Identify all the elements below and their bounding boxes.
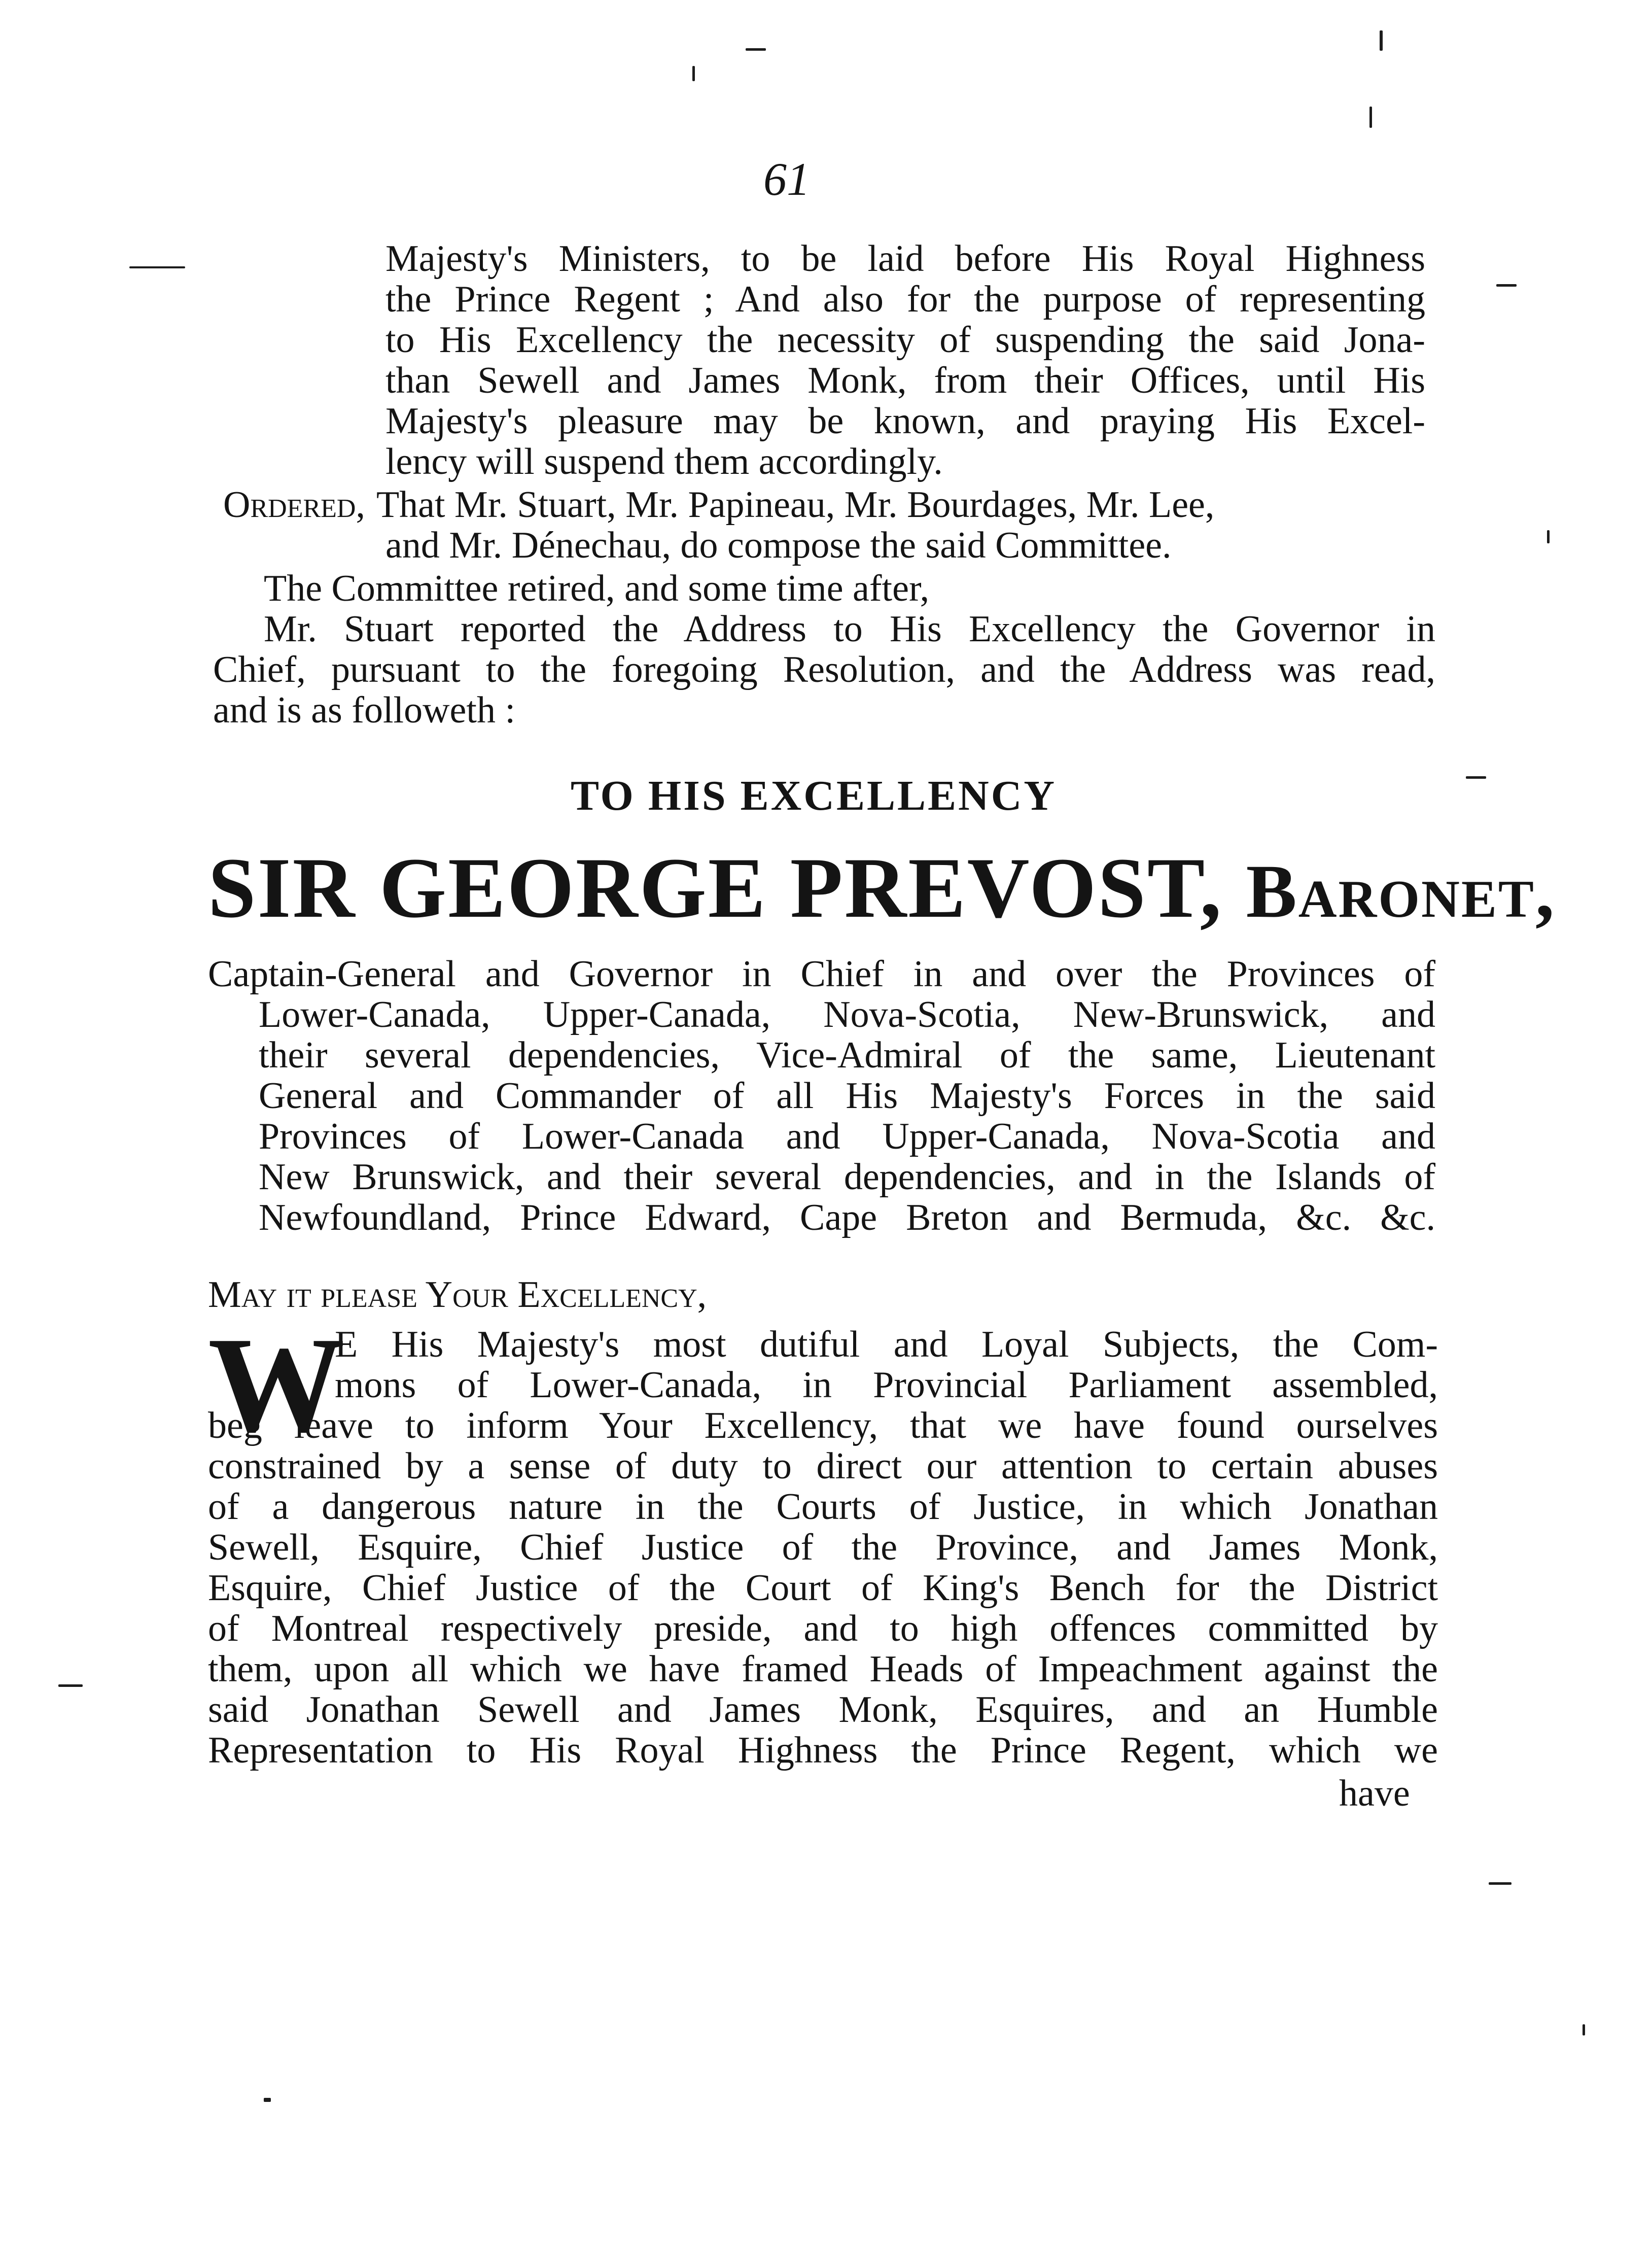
text-line: Provinces of Lower-Canada and Upper-Canada, Nova-Scotia and [259,1116,1435,1157]
text-line: New Brunswick, and their several dependencies, and in the Islands of [259,1156,1435,1198]
scan-speck [746,48,766,51]
text-line: Sewell, Esquire, Chief Justice of the Province, and James Monk, [208,1527,1438,1568]
ordered-label: Ordered, [223,484,365,526]
text-line: Majesty's pleasure may be known, and praying His Excel- [385,400,1425,442]
scan-speck [1496,284,1517,287]
ordered-text: That Mr. Stuart, Mr. Papineau, Mr. Bourdages, Mr. Lee, [376,484,1215,526]
text-line: said Jonathan Sewell and James Monk, Esquires, and an Humble [208,1689,1438,1731]
address-recipient [208,840,1556,940]
scan-speck [692,66,695,81]
text-line: Esquire, Chief Justice of the Court of King's Bench for the District [208,1567,1438,1609]
text-line: and is as followeth : [213,689,516,731]
scan-speck [1547,530,1550,543]
text-line: the Prince Regent ; And also for the purpose of representing [385,279,1425,320]
text-line: lency will suspend them accordingly. [385,441,943,482]
text-line: Captain-General and Governor in Chief in and over the Provinces of [208,953,1435,995]
scan-speck [1369,107,1372,128]
ordered-line [223,485,1440,525]
salutation: May it please Your Excellency, [208,1274,707,1316]
page-number: 61 [763,153,810,205]
scan-speck [1489,1882,1512,1885]
scan-speck [264,2098,271,2102]
text-line: Representation to His Royal Highness the Prince Regent, which we [208,1730,1438,1771]
text-line: The Committee retired, and some time after, [264,568,930,609]
scan-speck [58,1684,83,1687]
scan-speck [129,266,185,268]
text-line: and Mr. Dénechau, do compose the said Committee. [385,525,1172,566]
text-line: of Montreal respectively preside, and to high offences committed by [208,1608,1438,1649]
text-line: General and Commander of all His Majesty's Forces in the said [259,1075,1435,1117]
text-line: to His Excellency the necessity of suspending the said Jona- [385,319,1425,361]
text-line: mons of Lower-Canada, in Provincial Parliament assembled, [335,1364,1438,1406]
scan-speck [1380,30,1383,51]
text-line: Mr. Stuart reported the Address to His Excellency the Governor in [264,608,1435,650]
text-line: Chief, pursuant to the foregoing Resolution, and the Address was read, [213,649,1435,690]
text-line: Lower-Canada, Upper-Canada, Nova-Scotia, New-Brunswick, and [259,994,1435,1035]
text-line: Majesty's Ministers, to be laid before His Royal Highness [385,238,1425,280]
text-line: them, upon all which we have framed Heads of Impeachment against the [208,1648,1438,1690]
text-line: their several dependencies, Vice-Admiral of the same, Lieutenant [259,1034,1435,1076]
drop-cap: W [208,1309,345,1461]
text-line: beg leave to inform Your Excellency, that we have found ourselves [208,1405,1438,1446]
scan-speck [1466,776,1486,779]
recipient-title: Baronet, [1246,849,1556,934]
text-line: Newfoundland, Prince Edward, Cape Breton and Bermuda, &c. &c. [259,1197,1435,1238]
recipient-name: SIR GEORGE PREVOST, [208,840,1223,936]
scan-speck [1583,2024,1585,2035]
catchword: have [1339,1773,1410,1814]
text-line: than Sewell and James Monk, from their Offices, until His [385,360,1425,401]
address-heading: TO HIS EXCELLENCY [571,772,1057,819]
text-line: constrained by a sense of duty to direct our attention to certain abuses [208,1445,1438,1487]
text-line: E His Majesty's most dutiful and Loyal Subjects, the Com- [335,1324,1438,1365]
text-line: of a dangerous nature in the Courts of Justice, in which Jonathan [208,1486,1438,1528]
